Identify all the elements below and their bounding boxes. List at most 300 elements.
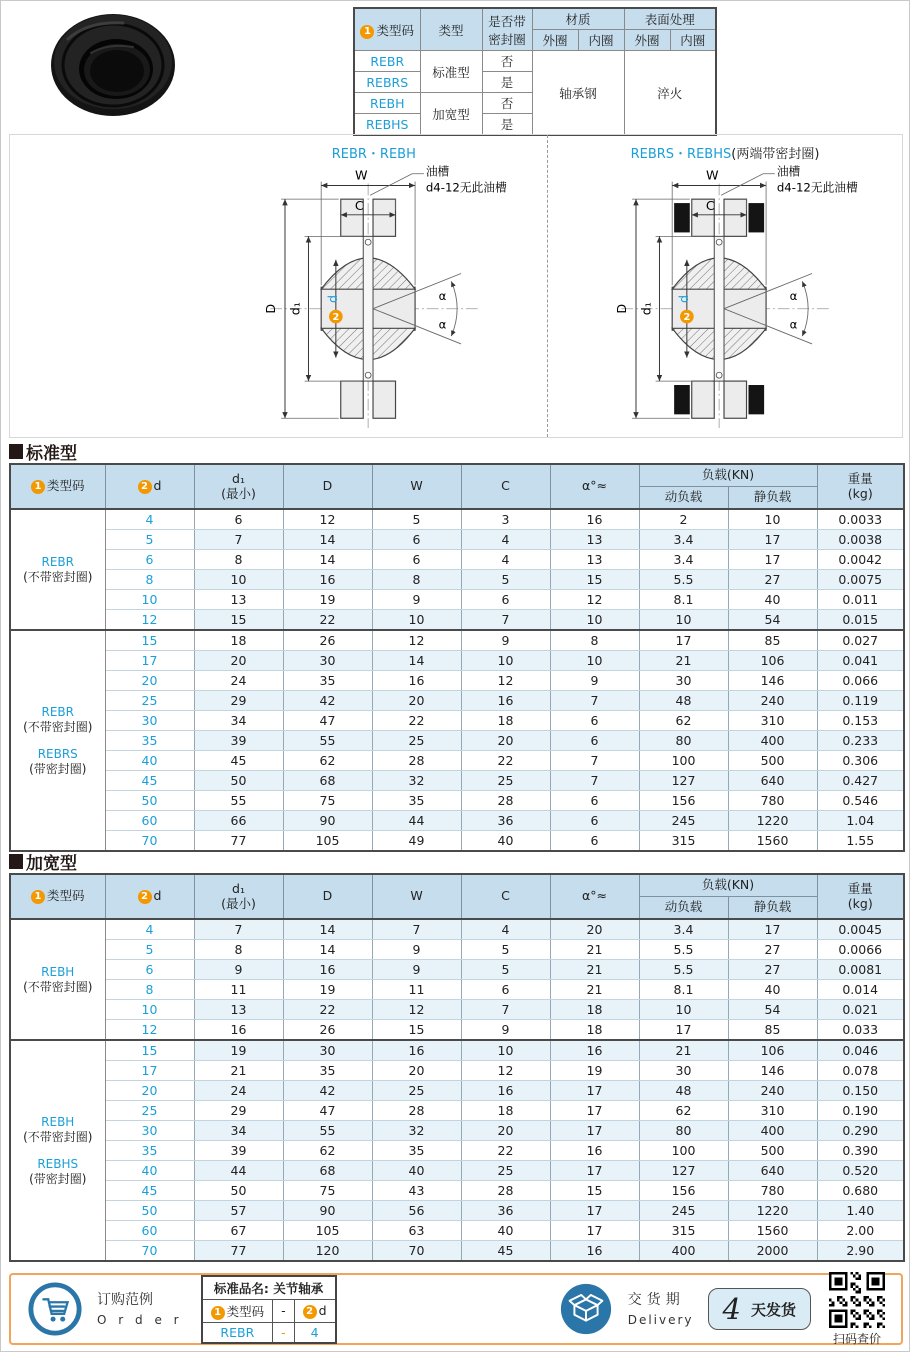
type-code-cell: REBRS: [354, 72, 420, 93]
value-cell: 16: [461, 691, 550, 711]
table-row: [10, 960, 904, 980]
bearing-drawing-unsealed: [209, 162, 539, 434]
section-marker: [9, 444, 23, 459]
value-cell: 16: [550, 509, 639, 530]
value-cell: 240: [728, 691, 817, 711]
value-cell: 22: [461, 751, 550, 771]
value-cell: 106: [728, 651, 817, 671]
value-cell: 57: [194, 1201, 283, 1221]
value-cell: 15: [194, 610, 283, 631]
value-cell: 0.041: [817, 651, 904, 671]
type-code-text: REBR: [41, 554, 74, 569]
table-row: [10, 1141, 904, 1161]
value-cell: 30: [639, 1061, 728, 1081]
column-header: d₁ (最小): [194, 874, 283, 919]
value-cell: 9: [372, 940, 461, 960]
value-cell: 0.290: [817, 1121, 904, 1141]
value-cell: 80: [639, 1121, 728, 1141]
value-cell: 66: [194, 811, 283, 831]
value-cell: 0.153: [817, 711, 904, 731]
value-cell: 18: [461, 711, 550, 731]
value-cell: 2000: [728, 1241, 817, 1262]
value-cell: 18: [550, 1000, 639, 1020]
column-header: 1 类型码: [10, 464, 105, 509]
type-code-note: (不带密封圈): [23, 979, 93, 994]
value-cell: 18: [194, 630, 283, 651]
value-cell: 6: [550, 791, 639, 811]
value-cell: 8.1: [639, 590, 728, 610]
product-photo: [33, 9, 193, 125]
table-row: [10, 550, 904, 570]
value-cell: 10: [461, 1040, 550, 1061]
sealed-cell: 否: [482, 51, 532, 72]
type-cell: 标准型: [420, 51, 482, 93]
svg-text:d: d: [324, 294, 340, 303]
value-cell: 19: [283, 590, 372, 610]
value-cell: 120: [283, 1241, 372, 1262]
value-cell: 39: [194, 1141, 283, 1161]
value-cell: 10: [461, 651, 550, 671]
value-cell: 17: [728, 550, 817, 570]
value-cell: 17: [550, 1081, 639, 1101]
value-cell: 40: [372, 1161, 461, 1181]
value-cell: 62: [283, 751, 372, 771]
value-cell: 0.0075: [817, 570, 904, 590]
value-cell: 20: [550, 919, 639, 940]
column-header: 静负载: [728, 897, 817, 920]
value-cell: 14: [283, 550, 372, 570]
value-cell: 19: [283, 980, 372, 1000]
value-cell: 3.4: [639, 919, 728, 940]
table-row: [10, 530, 904, 550]
value-cell: 0.011: [817, 590, 904, 610]
column-header: 负载(KN): [639, 874, 817, 897]
value-cell: 55: [283, 731, 372, 751]
diagram-title-sealed: REBRS・REBHS(两端带密封圈): [630, 147, 820, 162]
svg-text:C: C: [354, 197, 364, 213]
value-cell: 0.0045: [817, 919, 904, 940]
type-code-note: [12, 1145, 104, 1157]
value-cell: 68: [283, 771, 372, 791]
table-row: [354, 51, 716, 72]
value-cell: 19: [194, 1040, 283, 1061]
value-cell: 44: [372, 811, 461, 831]
type-code-label: [10, 919, 105, 1040]
table-row: [10, 651, 904, 671]
column-header: 动负载: [639, 897, 728, 920]
value-cell: 18: [550, 1020, 639, 1041]
d-value-cell: 12: [105, 610, 194, 631]
value-cell: 32: [372, 1121, 461, 1141]
type-code-text: REBRS: [37, 746, 78, 761]
type-code-text: REBH: [41, 964, 75, 979]
value-cell: 21: [550, 940, 639, 960]
value-cell: 50: [194, 771, 283, 791]
value-cell: 7: [461, 610, 550, 631]
value-cell: 21: [194, 1061, 283, 1081]
value-cell: 11: [372, 980, 461, 1000]
value-cell: 1220: [728, 811, 817, 831]
value-cell: 106: [728, 1040, 817, 1061]
value-cell: 1560: [728, 831, 817, 852]
header-inner-ring: 内圈: [578, 30, 624, 51]
order-col-type-code: 1 类型码: [202, 1299, 273, 1322]
value-cell: 17: [639, 630, 728, 651]
bearing-diagram: [564, 162, 886, 430]
value-cell: 146: [728, 671, 817, 691]
value-cell: 0.427: [817, 771, 904, 791]
value-cell: 10: [372, 610, 461, 631]
value-cell: 11: [194, 980, 283, 1000]
column-header: 负载(KN): [639, 464, 817, 487]
value-cell: 7: [194, 919, 283, 940]
circle-1-badge: 1: [360, 25, 374, 39]
table-row: [10, 1000, 904, 1020]
svg-text:油槽: 油槽: [425, 164, 450, 179]
d-value-cell: 15: [105, 630, 194, 651]
value-cell: 240: [728, 1081, 817, 1101]
value-cell: 68: [283, 1161, 372, 1181]
d-value-cell: 8: [105, 570, 194, 590]
order-example-separator: -: [273, 1322, 295, 1343]
value-cell: 27: [728, 570, 817, 590]
d-value-cell: 6: [105, 960, 194, 980]
type-code-text: REBR: [41, 704, 74, 719]
value-cell: 24: [194, 1081, 283, 1101]
type-classification-table: [353, 7, 717, 136]
d-value-cell: 50: [105, 1201, 194, 1221]
d-value-cell: 4: [105, 509, 194, 530]
spec-table: [9, 463, 905, 852]
column-header: 动负载: [639, 487, 728, 510]
svg-text:2: 2: [683, 311, 691, 323]
value-cell: 16: [372, 671, 461, 691]
package-icon: [558, 1281, 614, 1337]
svg-text:D: D: [263, 303, 279, 314]
qr-code[interactable]: [829, 1272, 885, 1328]
d-value-cell: 40: [105, 1161, 194, 1181]
value-cell: 75: [283, 1181, 372, 1201]
value-cell: 25: [461, 771, 550, 791]
type-cell: 加宽型: [420, 93, 482, 136]
value-cell: 28: [372, 751, 461, 771]
value-cell: 2.90: [817, 1241, 904, 1262]
value-cell: 36: [461, 811, 550, 831]
column-header: 2 d: [105, 464, 194, 509]
type-code-cell: REBR: [354, 51, 420, 72]
type-code-note: (不带密封圈): [23, 1129, 93, 1144]
type-code-cell: REBH: [354, 93, 420, 114]
value-cell: 127: [639, 1161, 728, 1181]
value-cell: 1560: [728, 1221, 817, 1241]
value-cell: 0.190: [817, 1101, 904, 1121]
order-example-d: 4: [294, 1322, 335, 1343]
value-cell: 67: [194, 1221, 283, 1241]
cart-icon: [27, 1281, 83, 1337]
value-cell: 77: [194, 831, 283, 852]
value-cell: 21: [550, 980, 639, 1000]
value-cell: 0.0033: [817, 509, 904, 530]
value-cell: 6: [194, 509, 283, 530]
column-header: W: [372, 464, 461, 509]
value-cell: 20: [461, 731, 550, 751]
value-cell: 146: [728, 1061, 817, 1081]
diagram-section: [9, 134, 903, 438]
type-code-cell: REBHS: [354, 114, 420, 136]
table-row: [10, 590, 904, 610]
value-cell: 34: [194, 1121, 283, 1141]
value-cell: 640: [728, 771, 817, 791]
value-cell: 7: [194, 530, 283, 550]
value-cell: 35: [372, 1141, 461, 1161]
value-cell: 27: [728, 960, 817, 980]
value-cell: 9: [372, 590, 461, 610]
type-code-label: [10, 630, 105, 851]
product-name-header: 标准品名: 关节轴承: [202, 1276, 336, 1300]
value-cell: 22: [283, 610, 372, 631]
circle-badge: 1: [31, 890, 45, 904]
table-row: [10, 831, 904, 852]
value-cell: 7: [461, 1000, 550, 1020]
value-cell: 5: [372, 509, 461, 530]
value-cell: 500: [728, 1141, 817, 1161]
column-header: 重量 (kg): [817, 874, 904, 919]
table-row: [10, 711, 904, 731]
value-cell: 5: [461, 960, 550, 980]
value-cell: 17: [550, 1201, 639, 1221]
value-cell: 25: [461, 1161, 550, 1181]
table-row: [10, 1201, 904, 1221]
bearing-drawing-sealed: [560, 162, 890, 434]
value-cell: 35: [283, 671, 372, 691]
delivery-days-badge: [708, 1288, 811, 1330]
d-value-cell: 35: [105, 731, 194, 751]
value-cell: 0.520: [817, 1161, 904, 1181]
delivery-days: 4: [722, 1292, 741, 1326]
value-cell: 0.546: [817, 791, 904, 811]
value-cell: 5.5: [639, 940, 728, 960]
value-cell: 8: [194, 940, 283, 960]
value-cell: 0.119: [817, 691, 904, 711]
order-bar: [9, 1273, 903, 1345]
value-cell: 28: [461, 1181, 550, 1201]
value-cell: 0.0042: [817, 550, 904, 570]
value-cell: 2: [639, 509, 728, 530]
value-cell: 22: [461, 1141, 550, 1161]
d-value-cell: 5: [105, 940, 194, 960]
column-header: C: [461, 874, 550, 919]
d-value-cell: 60: [105, 1221, 194, 1241]
value-cell: 17: [728, 919, 817, 940]
value-cell: 54: [728, 610, 817, 631]
type-code-note: (不带密封圈): [23, 719, 93, 734]
value-cell: 34: [194, 711, 283, 731]
value-cell: 30: [283, 651, 372, 671]
d-value-cell: 20: [105, 671, 194, 691]
diagram-title-unsealed: REBR・REBH: [331, 147, 416, 162]
value-cell: 0.046: [817, 1040, 904, 1061]
value-cell: 0.078: [817, 1061, 904, 1081]
type-code-note: (带密封圈): [29, 1171, 87, 1186]
value-cell: 0.014: [817, 980, 904, 1000]
table-row: [10, 731, 904, 751]
value-cell: 14: [283, 940, 372, 960]
value-cell: 55: [283, 1121, 372, 1141]
svg-text:W: W: [354, 167, 368, 183]
value-cell: 0.306: [817, 751, 904, 771]
value-cell: 28: [461, 791, 550, 811]
spec-table: [9, 873, 905, 1262]
circle-1-badge: 1: [211, 1306, 225, 1320]
value-cell: 7: [550, 691, 639, 711]
value-cell: 400: [728, 1121, 817, 1141]
table-row: [10, 1020, 904, 1041]
svg-text:D: D: [614, 303, 630, 314]
standard-spec-table-container: [9, 463, 903, 852]
value-cell: 30: [639, 671, 728, 691]
d-value-cell: 6: [105, 550, 194, 570]
d-value-cell: 10: [105, 590, 194, 610]
value-cell: 40: [728, 590, 817, 610]
value-cell: 28: [372, 1101, 461, 1121]
value-cell: 400: [639, 1241, 728, 1262]
value-cell: 15: [372, 1020, 461, 1041]
value-cell: 5.5: [639, 570, 728, 590]
value-cell: 4: [461, 550, 550, 570]
value-cell: 17: [550, 1121, 639, 1141]
svg-text:油槽: 油槽: [776, 164, 801, 179]
table-row: [10, 980, 904, 1000]
value-cell: 21: [550, 960, 639, 980]
value-cell: 8.1: [639, 980, 728, 1000]
value-cell: 0.150: [817, 1081, 904, 1101]
circle-badge: 2: [138, 890, 152, 904]
value-cell: 80: [639, 731, 728, 751]
value-cell: 17: [550, 1101, 639, 1121]
order-example-code: REBR: [202, 1322, 273, 1343]
value-cell: 13: [194, 590, 283, 610]
d-value-cell: 15: [105, 1040, 194, 1061]
value-cell: 62: [639, 1101, 728, 1121]
value-cell: 16: [194, 1020, 283, 1041]
table-row: [10, 570, 904, 590]
value-cell: 0.021: [817, 1000, 904, 1020]
value-cell: 18: [461, 1101, 550, 1121]
type-code-label: [10, 1040, 105, 1261]
value-cell: 4: [461, 530, 550, 550]
value-cell: 63: [372, 1221, 461, 1241]
diagram-unsealed: [10, 135, 547, 437]
value-cell: 12: [283, 509, 372, 530]
svg-text:d₁: d₁: [287, 302, 303, 316]
value-cell: 10: [194, 570, 283, 590]
value-cell: 49: [372, 831, 461, 852]
table-row: [10, 1040, 904, 1061]
value-cell: 6: [550, 731, 639, 751]
qr-block: [829, 1272, 885, 1347]
value-cell: 39: [194, 731, 283, 751]
value-cell: 17: [550, 1221, 639, 1241]
value-cell: 0.027: [817, 630, 904, 651]
d-value-cell: 70: [105, 831, 194, 852]
header-outer-ring: 外圈: [624, 30, 670, 51]
value-cell: 10: [550, 610, 639, 631]
column-header: W: [372, 874, 461, 919]
value-cell: 245: [639, 1201, 728, 1221]
value-cell: 2.00: [817, 1221, 904, 1241]
table-row: [10, 1181, 904, 1201]
wide-section-title: 加宽型: [9, 849, 77, 874]
surface-cell: 淬火: [624, 51, 716, 136]
delivery-title: 交货期 Delivery: [627, 1291, 694, 1327]
value-cell: 16: [550, 1040, 639, 1061]
section-marker: [9, 854, 23, 869]
value-cell: 62: [639, 711, 728, 731]
value-cell: 13: [194, 1000, 283, 1020]
column-header: 1 类型码: [10, 874, 105, 919]
value-cell: 20: [372, 691, 461, 711]
value-cell: 10: [550, 651, 639, 671]
value-cell: 25: [372, 1081, 461, 1101]
value-cell: 48: [639, 1081, 728, 1101]
value-cell: 9: [194, 960, 283, 980]
value-cell: 0.015: [817, 610, 904, 631]
value-cell: 10: [728, 509, 817, 530]
value-cell: 0.233: [817, 731, 904, 751]
header-material: 材质: [532, 8, 624, 30]
value-cell: 29: [194, 691, 283, 711]
value-cell: 780: [728, 791, 817, 811]
value-cell: 8: [550, 630, 639, 651]
value-cell: 6: [550, 711, 639, 731]
d-value-cell: 25: [105, 691, 194, 711]
value-cell: 54: [728, 1000, 817, 1020]
value-cell: 48: [639, 691, 728, 711]
value-cell: 17: [639, 1020, 728, 1041]
value-cell: 245: [639, 811, 728, 831]
standard-section-title: 标准型: [9, 439, 77, 464]
value-cell: 0.0038: [817, 530, 904, 550]
d-value-cell: 17: [105, 1061, 194, 1081]
table-row: [10, 610, 904, 631]
order-col-separator: -: [273, 1299, 295, 1322]
value-cell: 9: [461, 1020, 550, 1041]
sealed-cell: 否: [482, 93, 532, 114]
value-cell: 55: [194, 791, 283, 811]
d-value-cell: 35: [105, 1141, 194, 1161]
value-cell: 30: [283, 1040, 372, 1061]
svg-text:d: d: [675, 294, 691, 303]
type-code-note: [12, 735, 104, 747]
table-row: [10, 791, 904, 811]
value-cell: 0.033: [817, 1020, 904, 1041]
value-cell: 0.0066: [817, 940, 904, 960]
value-cell: 6: [372, 550, 461, 570]
value-cell: 6: [372, 530, 461, 550]
svg-text:α: α: [789, 288, 798, 303]
value-cell: 315: [639, 831, 728, 852]
value-cell: 16: [283, 960, 372, 980]
d-value-cell: 5: [105, 530, 194, 550]
d-value-cell: 8: [105, 980, 194, 1000]
value-cell: 17: [728, 530, 817, 550]
value-cell: 12: [461, 1061, 550, 1081]
sealed-cell: 是: [482, 114, 532, 136]
value-cell: 15: [550, 1181, 639, 1201]
value-cell: 8: [372, 570, 461, 590]
table-row: [10, 811, 904, 831]
value-cell: 25: [372, 731, 461, 751]
